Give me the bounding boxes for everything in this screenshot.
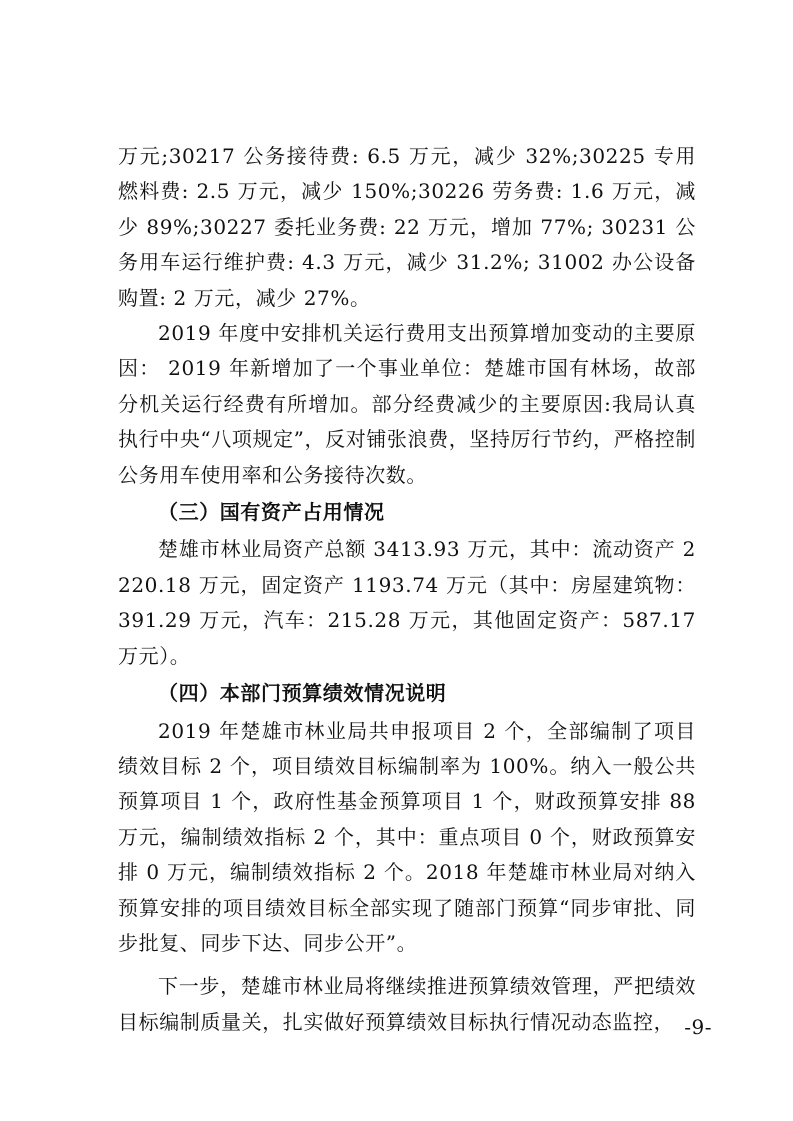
- document-body: [118, 139, 696, 1040]
- paragraph-performance-details: 2019 年楚雄市林业局共申报项目 2 个，全部编制了项目绩效目标 2 个，项目绩效目标编制率为 100%。纳入一般公共预算项目 1 个，政府性基金预算项目 1 个，财政预算安排 88 万元，编制绩效指标 2 个，其中：重点项目 0 个，财政预算安排 0 万元，编制绩效指标 2 个。2018 年楚雄市林业局对纳入预算安排的项目绩效目标全部实现了随部门预算“同步审批、同步批复、同步下达、同步公开”。: [118, 718, 696, 955]
- page-number: -9-: [684, 1015, 712, 1039]
- paragraph-operating-cost-reason: 2019 年度中安排机关运行费用支出预算增加变动的主要原因： 2019 年新增加了一个事业单位：楚雄市国有林场，故部分机关运行经费有所增加。部分经费减少的主要原因:我局认真执行中央“八项规定”，反对铺张浪费，坚持厉行节约，严格控制公务用车使用率和公务接待次数。: [118, 321, 696, 487]
- section-heading-performance: （四）本部门预算绩效情况说明: [158, 681, 447, 706]
- paragraph-gap: [118, 961, 696, 969]
- paragraph-next-step: 下一步，楚雄市林业局将继续推进预算绩效管理，严把绩效目标编制质量关，扎实做好预算绩效目标执行情况动态监控，: [118, 974, 696, 1034]
- section-heading-state-assets: （三）国有资产占用情况: [158, 500, 385, 525]
- paragraph-expense-details: 万元;30217 公务接待费: 6.5 万元，减少 32%;30225 专用燃料费: 2.5 万元，减少 150%;30226 劳务费: 1.6 万元，减少 89%;30227 委托业务费: 22 万元，增加 77%; 30231 公务用车运行维护费: 4.3 万元，减少 31.2%; 31002 办公设备购置: 2 万元，减少 27%。: [118, 144, 696, 310]
- paragraph-state-assets: 楚雄市林业局资产总额 3413.93 万元，其中：流动资产 2220.18 万元，固定资产 1193.74 万元（其中：房屋建筑物：391.29 万元，汽车：215.28 万元，其他固定资产：587.17 万元）。: [118, 537, 696, 668]
